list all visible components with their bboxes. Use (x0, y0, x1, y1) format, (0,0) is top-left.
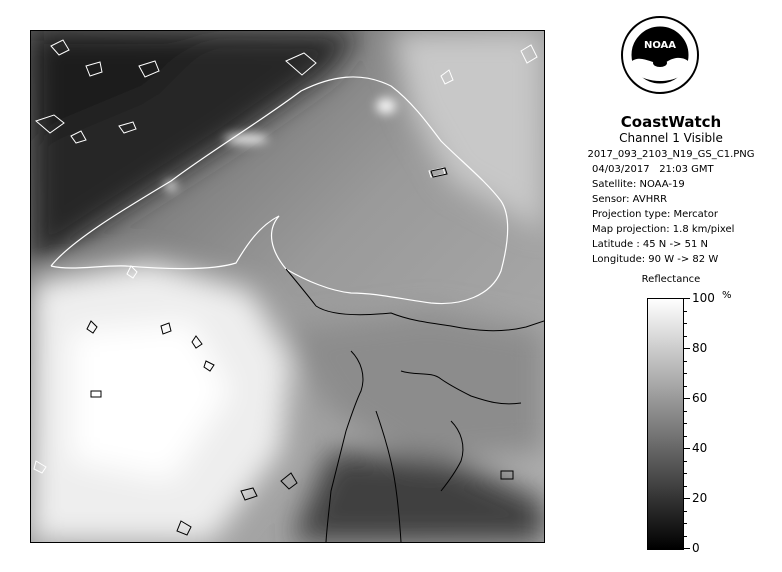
legend-title: Reflectance (641, 274, 701, 285)
colorbar-minor-tick (683, 336, 687, 337)
colorbar-tick-label: 80 (692, 341, 708, 355)
colorbar-major-tick (683, 298, 690, 299)
colorbar-minor-tick (683, 323, 687, 324)
legend-unit: % (722, 290, 732, 301)
projection-type-label: Projection type: Mercator (592, 209, 718, 220)
colorbar-tick-label: 100 (692, 291, 715, 305)
colorbar-minor-tick (683, 523, 687, 524)
noaa-logo-icon (620, 15, 700, 95)
time-label: 21:03 GMT (659, 164, 714, 175)
channel-label: Channel 1 Visible (619, 131, 723, 145)
colorbar-minor-tick (683, 411, 687, 412)
noaa-logo-text: NOAA (643, 40, 677, 51)
colorbar-tick-label: 40 (692, 441, 708, 455)
colorbar-minor-tick (683, 536, 687, 537)
longitude-label: Longitude: 90 W -> 82 W (592, 254, 719, 265)
date-label: 04/03/2017 (592, 164, 650, 175)
colorbar-minor-tick (683, 436, 687, 437)
colorbar-minor-tick (683, 311, 687, 312)
colorbar-tick-label: 0 (692, 541, 700, 555)
colorbar-tick-label: 20 (692, 491, 708, 505)
colorbar-major-tick (683, 398, 690, 399)
colorbar-major-tick (683, 548, 690, 549)
colorbar-minor-tick (683, 361, 687, 362)
map-projection-label: Map projection: 1.8 km/pixel (592, 224, 735, 235)
colorbar-minor-tick (683, 461, 687, 462)
colorbar-major-tick (683, 348, 690, 349)
colorbar-minor-tick (683, 386, 687, 387)
colorbar-minor-tick (683, 423, 687, 424)
latitude-label: Latitude : 45 N -> 51 N (592, 239, 708, 250)
colorbar-minor-tick (683, 486, 687, 487)
colorbar-minor-tick (683, 373, 687, 374)
colorbar-major-tick (683, 498, 690, 499)
satellite-label: Satellite: NOAA-19 (592, 179, 685, 190)
satellite-image (30, 30, 545, 543)
colorbar-minor-tick (683, 473, 687, 474)
date-time-line (592, 162, 714, 177)
reflectance-colorbar (647, 298, 684, 550)
colorbar-major-tick (683, 448, 690, 449)
filename-label: 2017_093_2103_N19_GS_C1.PNG (587, 149, 755, 160)
brand-title: CoastWatch (620, 113, 722, 131)
sensor-label: Sensor: AVHRR (592, 194, 668, 205)
colorbar-tick-label: 60 (692, 391, 708, 405)
colorbar-minor-tick (683, 511, 687, 512)
